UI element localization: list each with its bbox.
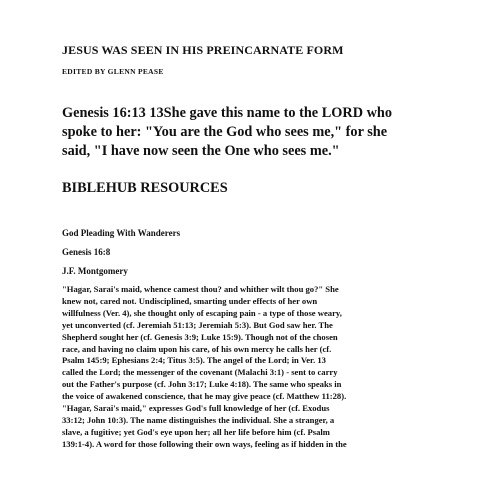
body-line: called the Lord; the messenger of the covenant (Malachi 3:1) - sent to carry xyxy=(62,367,338,378)
sermon-body xyxy=(62,284,442,451)
body-line: "Hagar, Sarai's maid, whence camest thou? and whither wilt thou go?" She xyxy=(62,284,339,294)
body-line: race, and having no claim upon his care, of his own mercy he calls her (cf. xyxy=(62,343,332,354)
body-line: yet unconverted (cf. Jeremiah 51:13; Jeremiah 5:3). But God saw her. The xyxy=(62,319,333,330)
body-line: the voice of awakened conscience, that he may give peace (cf. Matthew 11:28). xyxy=(62,391,347,402)
body-line: slave, a fugitive; yet God's eye upon her; all her life before him (cf. Psalm xyxy=(62,426,330,437)
verse-line: spoke to her: "You are the God who sees me," for she xyxy=(62,124,388,140)
body-line: "Hagar, Sarai's maid," expresses God's full knowledge of her (cf. Exodus xyxy=(62,403,330,414)
body-line: out the Father's purpose (cf. John 3:17; Luke 4:18). The same who speaks in xyxy=(62,379,342,390)
body-line: Psalm 145:9; Ephesians 2:4; Titus 3:5). The angel of the Lord; in Ver. 13 xyxy=(62,355,326,366)
body-line: knew not, cared not. Undisciplined, smarting under effects of her own xyxy=(62,295,318,306)
body-line: 139:1-4). A word for those following their own ways, feeling as if hidden in the xyxy=(62,438,347,449)
document-title: JESUS WAS SEEN IN HIS PREINCARNATE FORM xyxy=(62,43,344,57)
sermon-reference: Genesis 16:8 xyxy=(62,247,111,257)
section-heading: BIBLEHUB RESOURCES xyxy=(62,180,228,196)
verse-block xyxy=(62,104,442,161)
sermon-author: J.F. Montgomery xyxy=(62,266,128,276)
body-line: Shepherd sought her (cf. Genesis 3:9; Luke 15:9). Though not of the chosen xyxy=(62,331,338,342)
verse-line: said, "I have now seen the One who sees me." xyxy=(62,143,340,159)
body-line: willfulness (Ver. 4), she thought only of escaping pain - a type of those weary, xyxy=(62,307,342,318)
document-editor: EDITED BY GLENN PEASE xyxy=(62,67,164,76)
verse-line: Genesis 16:13 13She gave this name to the LORD who xyxy=(62,105,393,121)
body-line: 33:12; John 10:3). The name distinguishes the individual. She a stranger, a xyxy=(62,414,335,425)
sermon-title: God Pleading With Wanderers xyxy=(62,228,181,238)
